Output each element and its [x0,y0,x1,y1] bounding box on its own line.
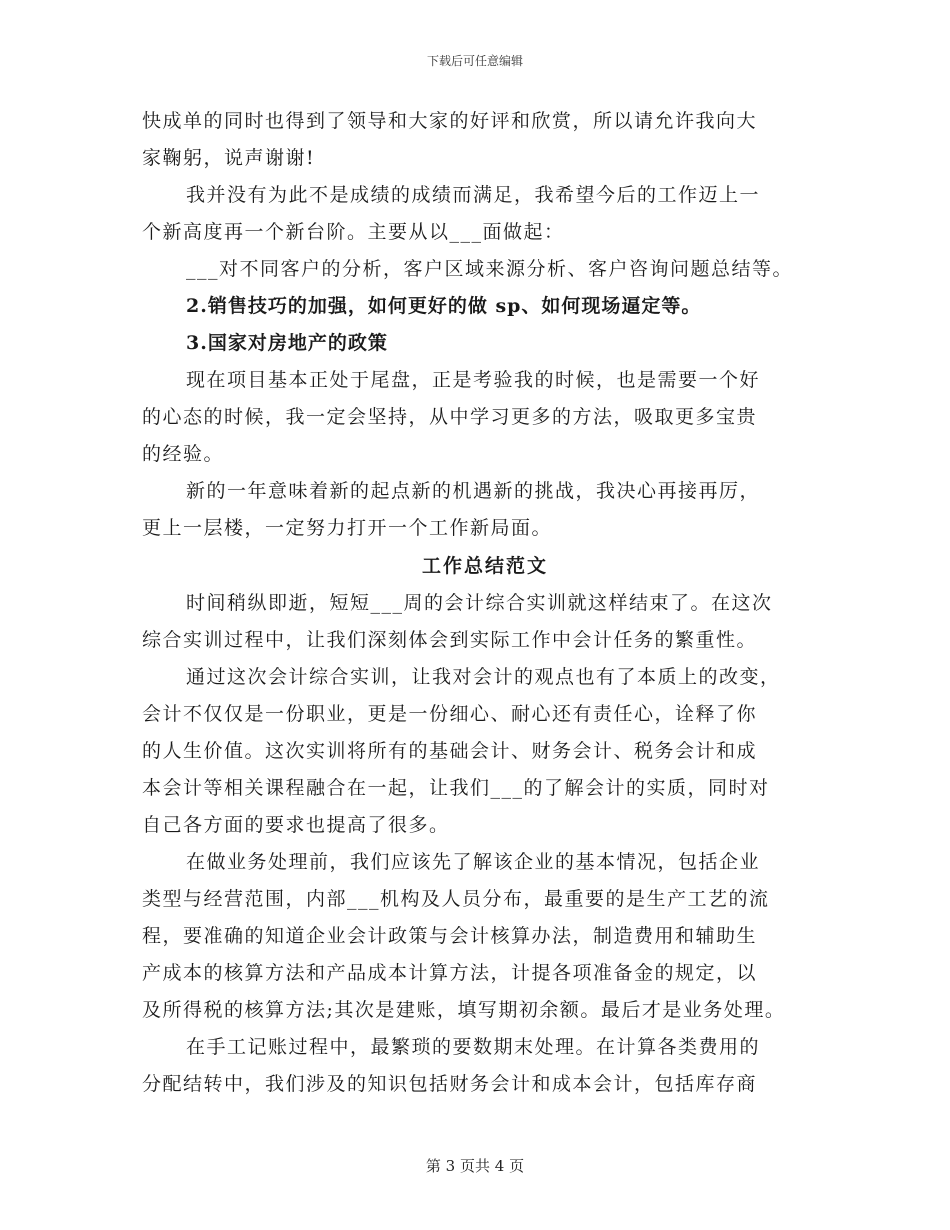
paragraph-line: 家鞠躬，说声谢谢! [142,147,316,169]
list-item-bold: 3.国家对房地产的政策 [186,332,388,354]
document-body [142,103,832,1103]
paragraph-line: 通过这次会计综合实训，让我对会计的观点也有了本质上的改变， [186,666,781,688]
paragraph-line: 及所得税的核算方法;其次是建账，填写期初余额。最后才是业务处理。 [142,999,786,1021]
paragraph-line: 综合实训过程中，让我们深刻体会到实际工作中会计任务的繁重性。 [142,629,758,651]
list-item-bold: 2.销售技巧的加强，如何更好的做 sp、如何现场逼定等。 [186,295,702,317]
paragraph-line: 在做业务处理前，我们应该先了解该企业的基本情况，包括企业 [186,851,761,873]
paragraph-line: 时间稍纵即逝，短短___周的会计综合实训就这样结束了。在这次 [186,592,773,614]
paragraph-line: 个新高度再一个新台阶。主要从以___面做起： [142,221,565,243]
paragraph-line: 更上一层楼，一定努力打开一个工作新局面。 [142,517,553,539]
paragraph-line: 我并没有为此不是成绩的成绩而满足，我希望今后的工作迈上一 [186,184,761,206]
paragraph-line: 自己各方面的要求也提高了很多。 [142,814,450,836]
paragraph-line: ___对不同客户的分析，客户区域来源分析、客户咨询问题总结等。 [186,258,794,280]
paragraph-line: 在手工记账过程中，最繁琐的要数期末处理。在计算各类费用的 [186,1036,761,1058]
paragraph-line: 本会计等相关课程融合在一起，让我们___的了解会计的实质，同时对 [142,777,770,799]
page-header: 下载后可任意编辑 [426,54,523,68]
paragraph-line: 会计不仅仅是一份职业，更是一份细心、耐心还有责任心，诠释了你 [142,703,758,725]
paragraph-line: 产成本的核算方法和产品成本计算方法，计提各项准备金的规定，以 [142,962,758,984]
paragraph-line: 的经验。 [142,443,225,465]
paragraph-line: 分配结转中，我们涉及的知识包括财务会计和成本会计，包括库存商 [142,1073,758,1095]
section-title: 工作总结范文 [421,555,548,577]
paragraph-line: 的人生价值。这次实训将所有的基础会计、财务会计、税务会计和成 [142,740,758,762]
paragraph-line: 现在项目基本正处于尾盘，正是考验我的时候，也是需要一个好 [186,369,761,391]
paragraph-line: 新的一年意味着新的起点新的机遇新的挑战，我决心再接再厉， [186,480,761,502]
paragraph-line: 程，要准确的知道企业会计政策与会计核算办法，制造费用和辅助生 [142,925,758,947]
page-number-footer: 第 3 页共 4 页 [425,1157,525,1175]
paragraph-line: 类型与经营范围，内部___机构及人员分布，最重要的是生产工艺的流 [142,888,770,910]
paragraph-line: 快成单的同时也得到了领导和大家的好评和欣赏，所以请允许我向大 [142,110,758,132]
paragraph-line: 的心态的时候，我一定会坚持，从中学习更多的方法，吸取更多宝贵 [142,406,758,428]
